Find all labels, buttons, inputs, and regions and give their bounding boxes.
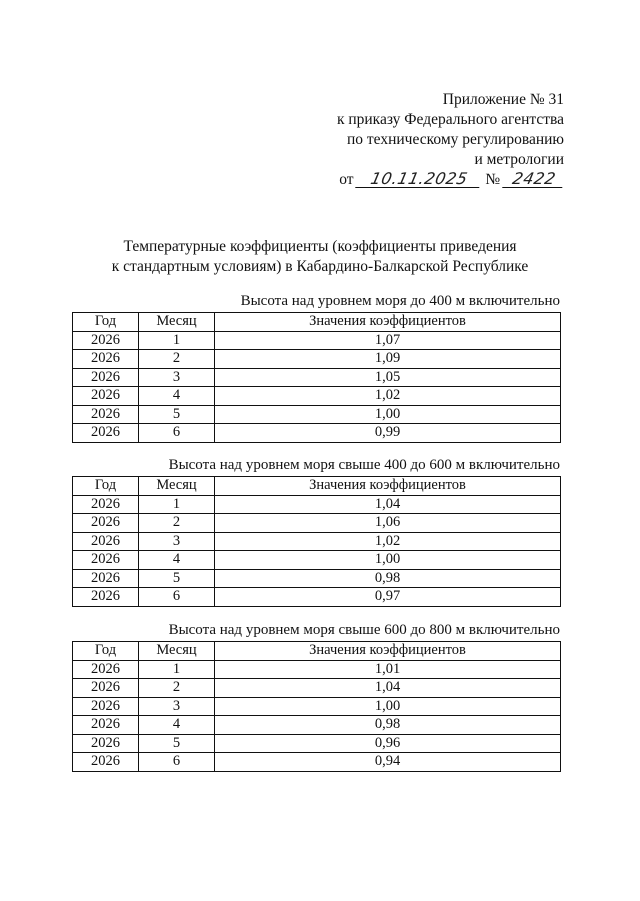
cell-year: 2026 (73, 424, 139, 443)
table-caption: Высота над уровнем моря до 400 м включительно (240, 293, 560, 309)
table-header-row (73, 313, 561, 332)
table-row (73, 753, 561, 772)
table-row (73, 588, 561, 607)
number-label: № (485, 171, 501, 188)
cell-value: 1,09 (215, 350, 561, 369)
coefficients-section-600-to-800 (72, 621, 560, 772)
cell-year: 2026 (73, 331, 139, 350)
cell-value: 1,04 (215, 495, 561, 514)
cell-year: 2026 (73, 697, 139, 716)
cell-month: 6 (139, 588, 215, 607)
cell-month: 5 (139, 569, 215, 588)
header-year: Год (73, 313, 139, 332)
table-row (73, 716, 561, 735)
cell-value: 0,99 (215, 424, 561, 443)
cell-year: 2026 (73, 350, 139, 369)
coefficients-table (72, 641, 561, 772)
agency-name-line2: и метрологии (474, 151, 564, 168)
cell-month: 4 (139, 716, 215, 735)
cell-year: 2026 (73, 660, 139, 679)
cell-month: 6 (139, 424, 215, 443)
from-label: от (339, 171, 354, 188)
cell-month: 3 (139, 697, 215, 716)
cell-value: 1,07 (215, 331, 561, 350)
cell-month: 1 (139, 331, 215, 350)
cell-value: 1,02 (215, 387, 561, 406)
table-row (73, 495, 561, 514)
cell-year: 2026 (73, 405, 139, 424)
cell-month: 6 (139, 753, 215, 772)
cell-value: 1,00 (215, 551, 561, 570)
cell-year: 2026 (73, 569, 139, 588)
cell-year: 2026 (73, 734, 139, 753)
coefficients-section-400-to-600 (72, 456, 560, 607)
table-row (73, 514, 561, 533)
title-line-1: Температурные коэффициенты (коэффициенты приведения (123, 238, 517, 255)
cell-month: 1 (139, 660, 215, 679)
cell-year: 2026 (73, 387, 139, 406)
cell-value: 0,98 (215, 716, 561, 735)
cell-year: 2026 (73, 495, 139, 514)
header-values: Значения коэффициентов (215, 477, 561, 496)
header-values: Значения коэффициентов (215, 642, 561, 661)
table-row (73, 679, 561, 698)
cell-month: 5 (139, 734, 215, 753)
table-row (73, 405, 561, 424)
cell-month: 2 (139, 679, 215, 698)
order-number-handwritten: 2422 (502, 171, 566, 188)
table-caption: Высота над уровнем моря свыше 600 до 800 м включительно (168, 622, 560, 638)
cell-value: 0,98 (215, 569, 561, 588)
table-caption: Высота над уровнем моря свыше 400 до 600 м включительно (168, 457, 560, 473)
cell-value: 1,06 (215, 514, 561, 533)
header-month: Месяц (139, 313, 215, 332)
cell-month: 2 (139, 350, 215, 369)
table-row (73, 734, 561, 753)
cell-year: 2026 (73, 368, 139, 387)
cell-year: 2026 (73, 551, 139, 570)
cell-value: 1,00 (215, 405, 561, 424)
title-line-2: к стандартным условиям) в Кабардино-Балкарской Республике (111, 258, 529, 275)
cell-value: 0,97 (215, 588, 561, 607)
table-row (73, 551, 561, 570)
cell-month: 4 (139, 387, 215, 406)
document-title (0, 237, 640, 277)
cell-month: 3 (139, 368, 215, 387)
cell-year: 2026 (73, 753, 139, 772)
table-row (73, 350, 561, 369)
cell-year: 2026 (73, 716, 139, 735)
table-row (73, 368, 561, 387)
table-header-row (73, 642, 561, 661)
header-month: Месяц (139, 477, 215, 496)
appendix-number: Приложение № 31 (442, 91, 564, 108)
cell-value: 1,04 (215, 679, 561, 698)
cell-year: 2026 (73, 514, 139, 533)
table-header-row (73, 477, 561, 496)
table-row (73, 569, 561, 588)
cell-year: 2026 (73, 532, 139, 551)
order-reference: к приказу Федерального агентства (336, 111, 564, 128)
table-row (73, 660, 561, 679)
coefficients-table (72, 476, 561, 607)
cell-month: 2 (139, 514, 215, 533)
order-date-number-line (337, 170, 564, 190)
table-row (73, 532, 561, 551)
header-year: Год (73, 477, 139, 496)
order-date-handwritten: 10.11.2025 (356, 171, 484, 188)
table-row (73, 697, 561, 716)
cell-value: 1,02 (215, 532, 561, 551)
table-row (73, 331, 561, 350)
cell-month: 5 (139, 405, 215, 424)
cell-month: 4 (139, 551, 215, 570)
cell-year: 2026 (73, 588, 139, 607)
cell-value: 1,01 (215, 660, 561, 679)
coefficients-section-up-to-400 (72, 292, 560, 443)
table-row (73, 387, 561, 406)
cell-month: 1 (139, 495, 215, 514)
cell-value: 1,05 (215, 368, 561, 387)
coefficients-table (72, 312, 561, 443)
appendix-header (337, 90, 564, 190)
cell-value: 1,00 (215, 697, 561, 716)
header-values: Значения коэффициентов (215, 313, 561, 332)
cell-value: 0,96 (215, 734, 561, 753)
header-month: Месяц (139, 642, 215, 661)
header-year: Год (73, 642, 139, 661)
table-row (73, 424, 561, 443)
cell-value: 0,94 (215, 753, 561, 772)
agency-name-line1: по техническому регулированию (346, 131, 564, 148)
cell-month: 3 (139, 532, 215, 551)
cell-year: 2026 (73, 679, 139, 698)
